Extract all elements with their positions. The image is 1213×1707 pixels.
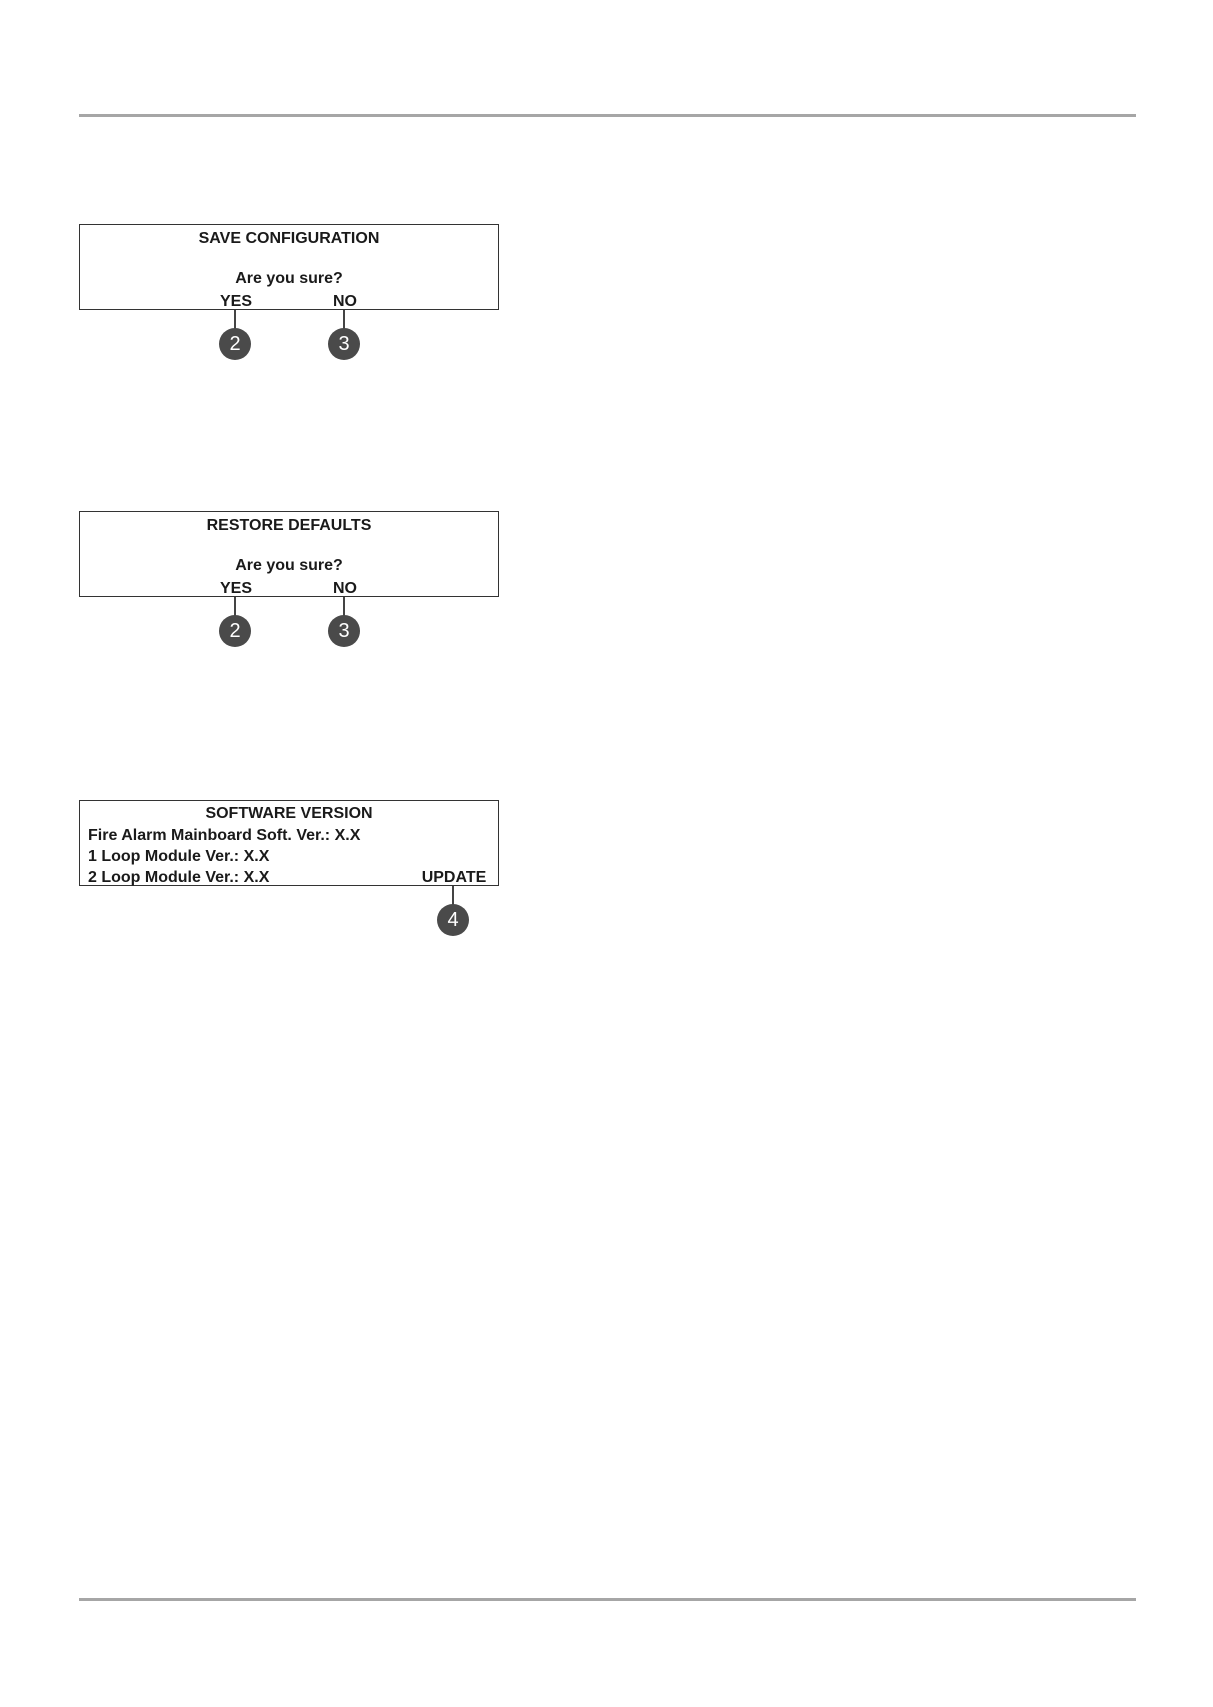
update-option[interactable]: UPDATE xyxy=(421,869,487,886)
callout-badge: 3 xyxy=(328,615,360,647)
callout-stem xyxy=(234,597,236,617)
callout-stem xyxy=(452,886,454,906)
callout-stem xyxy=(343,310,345,330)
footer-rule xyxy=(79,1598,1136,1601)
confirm-prompt: Are you sure? xyxy=(235,557,343,574)
callout-stem xyxy=(343,597,345,617)
loop-module-1-version: 1 Loop Module Ver.: X.X xyxy=(88,848,270,865)
screen-title: SOFTWARE VERSION xyxy=(205,805,373,822)
mainboard-version: Fire Alarm Mainboard Soft. Ver.: X.X xyxy=(88,827,361,844)
no-option[interactable]: NO xyxy=(333,293,357,310)
callout-badge: 3 xyxy=(328,328,360,360)
callout-badge: 4 xyxy=(437,904,469,936)
restore-defaults-screen xyxy=(79,511,499,597)
loop-module-2-version: 2 Loop Module Ver.: X.X xyxy=(88,869,270,886)
callout-stem xyxy=(234,310,236,330)
screen-title: RESTORE DEFAULTS xyxy=(206,517,372,534)
callout-badge: 2 xyxy=(219,615,251,647)
save-configuration-screen xyxy=(79,224,499,310)
no-option[interactable]: NO xyxy=(333,580,357,597)
software-version-screen xyxy=(79,800,499,886)
confirm-prompt: Are you sure? xyxy=(235,270,343,287)
screen-title: SAVE CONFIGURATION xyxy=(198,230,380,247)
yes-option[interactable]: YES xyxy=(219,580,253,597)
callout-badge: 2 xyxy=(219,328,251,360)
yes-option[interactable]: YES xyxy=(219,293,253,310)
header-rule xyxy=(79,114,1136,117)
